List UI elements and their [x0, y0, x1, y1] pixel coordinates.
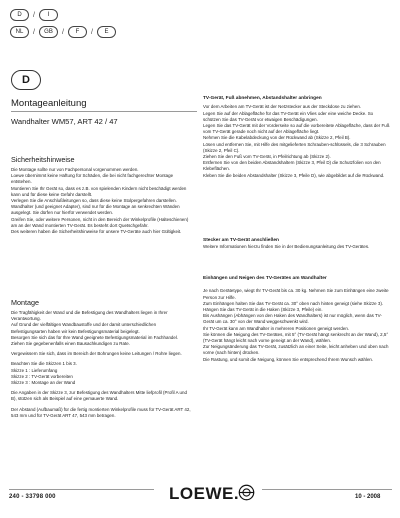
- montage-section: [11, 298, 193, 423]
- montage-paragraph: Der Abstand (Aufbaumaß) für die fertig montierten Winkelprofile muss für TV-Gerät ART 42, 543 mm und für TV-Gerät ART 47, 543 mm betragen.: [11, 406, 191, 418]
- instruction-paragraph: Ziehen Sie den Fuß vom TV-Gerät, in Pfeilrichtung ab (Skizze 2).: [203, 154, 331, 160]
- instruction-paragraph: Je nach Gerätetype, wiegt Ihr TV-Gerät bis ca. 30 kg. Nehmen Sie zum Einhängen eine zweite Person zur Hilfe.: [203, 288, 389, 300]
- safety-paragraph: Verlegen Sie die Anschlußleitungen so, dass diese keine Stolpergefahren darstellen.: [11, 198, 177, 204]
- safety-paragraph: Montieren Sie Ihr Gerät so, dass es z.B. von spielenden Kindern nicht beschädigt werden kann und für diese keine Gefahr darstellt.: [11, 185, 187, 197]
- montage-heading: Montage: [11, 298, 39, 307]
- safety-paragraph: Des weiteren haben die Sicherheitshinweise für unsere TV-Geräte auch hier Gültigkeit.: [11, 229, 182, 235]
- language-badge-i: I: [39, 9, 58, 21]
- instruction-paragraph: Weitere Informationen hierzu finden Sie in der Bedienungsanleitung des TV-Gerätes.: [203, 244, 370, 250]
- language-separator: /: [33, 28, 35, 36]
- safety-paragraph: Greifen Sie, oder weitere Personen, nicht in den Bereich der Winkelprofile (Halteschienen) am an der Wand montierten TV-Gerät. Es besteht dort Quetschgefahr.: [11, 216, 189, 228]
- brand-mark-icon: [238, 484, 255, 501]
- instruction-paragraph: Zum Einhängen halten Sie das TV-Gerät ca. 30° oben nach hinten geneigt (siehe Skizze 3).: [203, 300, 384, 306]
- montage-paragraph: Die Angaben in der Skizze 3, zur Befestigung des Wandhalters Mitte liefprofil (Profil A und B), stützen sich als Beispiel auf eine gemauerte Wand.: [11, 390, 187, 402]
- footer-rule-right: [262, 489, 392, 490]
- connect-section: [203, 238, 391, 255]
- document-title: Montageanleitung: [11, 98, 87, 109]
- step-item: Skizze 1 : Lieferumfang: [11, 367, 58, 373]
- instruction-paragraph: Zur Neigungsänderung das TV-Gerät, zusätzlich an einer Seite, leicht anheben und oben nach vorne (nach hinten) drücken.: [203, 344, 389, 356]
- safety-paragraph: Loewe übernimmt keine Haftung für Schäden, die bei nicht fachgerechter Montage entstehen.: [11, 173, 174, 185]
- language-badge-gb: GB: [39, 26, 58, 38]
- montage-paragraph: Die Tragfähigkeit der Wand und die Befestigung des Wandhalters liegen in Ihrer Verantwortung. Auf Grund der vielfältigen Wandbaustoffe und der damit unterschiedlichen Befestigungsarten haben wir kein Befestigungsmaterial beigelegt. Besorgen Sie sich das für Ihre Wand geeignete Befestigungsmaterial im Fachhandel. Ziehen Sie gegebenenfalls einen Bausachkundigen zu Rate.: [11, 310, 179, 347]
- step-item: Skizze 3 : Montage an der Wand: [11, 380, 76, 386]
- safety-paragraph: Die Montage sollte nur von Fachpersonal vorgenommen werden.: [11, 167, 139, 172]
- instruction-paragraph: Legen Sie auf der Ablagefläche für das TV-Gerät ein Vlies oder eine weiche Decke. So schützen Sie das TV-Gerät vor etwaigen Beschädigungen.: [203, 110, 374, 122]
- language-row-2: [10, 26, 130, 38]
- instruction-paragraph: Die Rastung, und somit die Neigung, können Sie entsprechend Ihrem Wunsch wählen.: [203, 356, 374, 362]
- document-subtitle: Wandhalter WM57, ART 42 / 47: [11, 117, 118, 126]
- title-rule: [11, 111, 197, 112]
- current-language-badge: D: [11, 70, 41, 90]
- right-column: [203, 96, 391, 179]
- instruction-paragraph: Vor dem Arbeiten am TV-Gerät ist der Netzstecker aus der Steckdose zu ziehen.: [203, 104, 362, 110]
- instruction-paragraph: Legen Sie das TV-Gerät mit der Vorderseite so auf die vorbereitete Ablagefläche, dass der Fuß vom TV-Gerät gerade noch nicht auf der Ablagefläche liegt.: [203, 123, 390, 135]
- section-heading-mounting: Einhängen und Neigen des TV-Gerätes am Wandhalter: [203, 276, 327, 281]
- language-separator: /: [33, 11, 35, 19]
- section-heading-connect: Stecker am TV-Gerät anschließen: [203, 238, 279, 243]
- instruction-paragraph: Nehmen Sie die Kabelabdeckung von der Rückwand ab (Skizze 2, Pfeil B).: [203, 135, 351, 141]
- instruction-paragraph: Ihr TV-Gerät kann am Wandhalter in mehreren Positionen geneigt werden.: [203, 325, 350, 331]
- instruction-paragraph: Hängen Sie das TV-Gerät in die Haken (Skizze 3, Pfeile) ein.: [203, 307, 323, 313]
- montage-paragraph: Vergewissern Sie sich, dass im Bereich der Bohrungen keine Leitungen / Rohre liegen.: [11, 351, 182, 357]
- brand-logo-text: LOEWE.: [169, 484, 240, 503]
- language-badge-nl: NL: [10, 26, 29, 38]
- left-column: [11, 155, 193, 239]
- part-number: 240 - 33798 000: [9, 494, 56, 500]
- language-selector: [10, 9, 130, 43]
- instruction-paragraph: Lösen und entfernen Sie, mit Hilfe des mitgelieferten Schrauben-schlüssels, die 3 Schrauben (Skizze 2, Pfeil C).: [203, 141, 386, 153]
- language-badge-d: D: [10, 9, 29, 21]
- language-row-1: [10, 9, 130, 21]
- instruction-paragraph: Sie können die Neigung des TV-Gerätes, mit 5° (TV-Gerät hängt senkrecht an der Wand), 2,5° (TV-Gerät hängt leicht nach vorne geneigt an der Wand), wählen.: [203, 331, 389, 344]
- footer-rule-left: [9, 489, 154, 490]
- step-item: Skizze 2 : TV-Gerät vorbereiten: [11, 373, 73, 379]
- mounting-section: [203, 276, 391, 363]
- safety-paragraph: Wandhalter (und geeignet Adapter), sind nur für die Montage an senkrechten Wänden ausgelegt. Sie dürfen nur hierfür verwendet werden.: [11, 204, 180, 216]
- language-separator: /: [91, 28, 93, 36]
- section-heading-tv-foot: TV-Gerät, Fuß abnehmen, Abstandshalter anbringen: [203, 96, 322, 101]
- instruction-paragraph: Entfernen Sie von den beiden Abstandshaltern (Skizze 3, Pfeil D) die Schutzfolien von den Klebeflächen.: [203, 160, 381, 172]
- language-badge-e: E: [97, 26, 116, 38]
- steps-intro: Beachten Sie die Skizzen 1 bis 3.: [11, 361, 77, 367]
- instruction-paragraph: Kleben Sie die beiden Abstandshalter (Skizze 3, Pfeile D), wie abgebildet auf die Rückwand.: [203, 172, 385, 178]
- print-date: 10 - 2008: [355, 494, 381, 500]
- instruction-paragraph: Bis Aushängen (Abhängen von den Haken des Wandhalters) ist nur möglich, wenn das TV-Gerät um ca. 30° von der Wand weggeschwenkt wird.: [203, 313, 382, 325]
- safety-heading: Sicherheitshinweise: [11, 155, 75, 164]
- language-badge-f: F: [68, 26, 87, 38]
- language-separator: /: [62, 28, 64, 36]
